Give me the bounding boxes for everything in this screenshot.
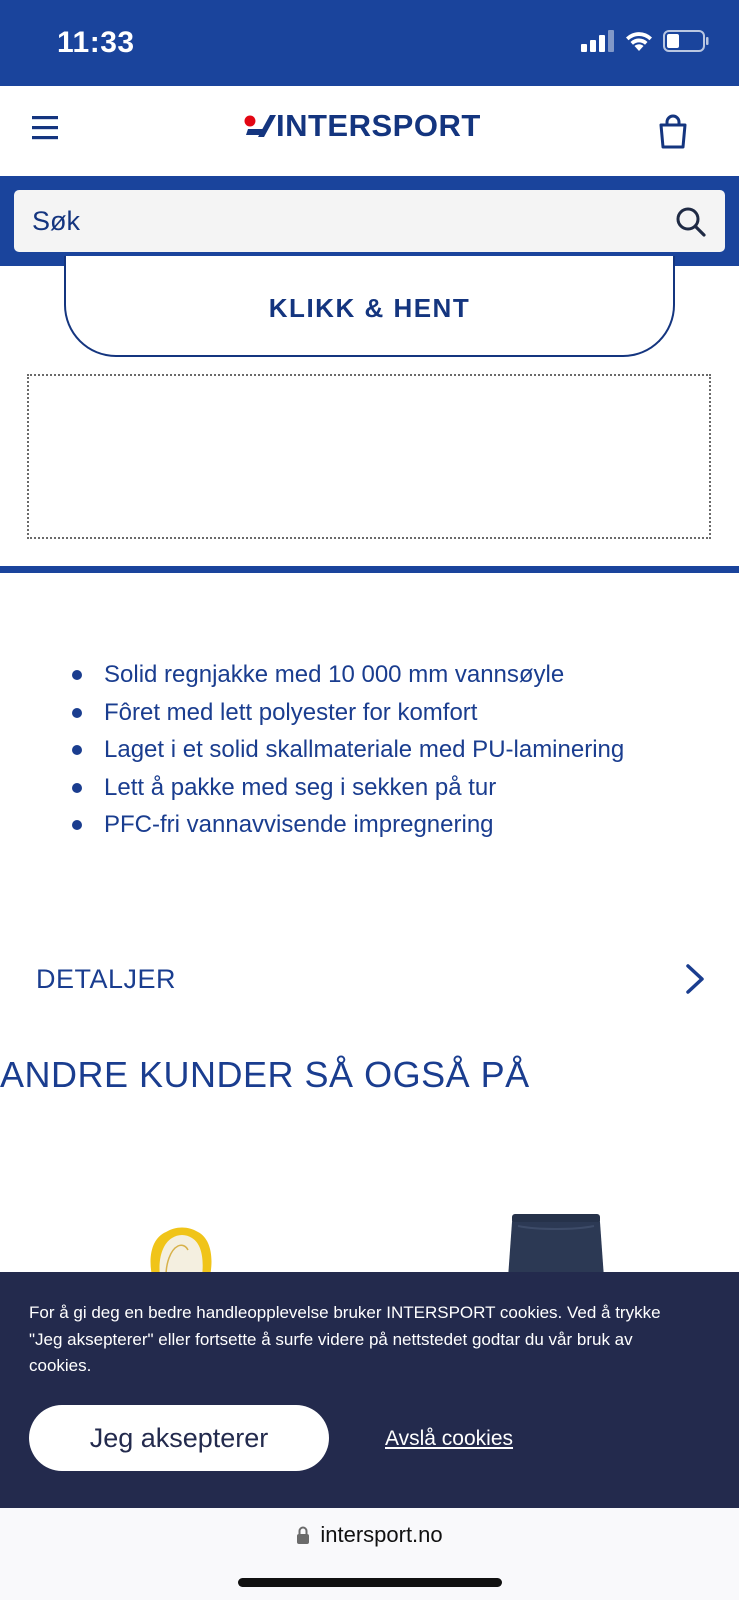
accept-cookies-button[interactable]: Jeg aksepterer	[29, 1405, 329, 1471]
search-band	[0, 176, 739, 266]
feature-item: Lett å pakke med seg i sekken på tur	[72, 769, 624, 807]
intersport-logo[interactable]	[244, 108, 481, 144]
search-box	[14, 190, 725, 252]
home-indicator	[238, 1578, 502, 1587]
browser-address-bar	[0, 1508, 739, 1600]
shopping-bag-icon[interactable]	[657, 114, 689, 150]
wifi-icon	[625, 30, 653, 52]
details-label: DETALJER	[36, 963, 177, 994]
chevron-right-icon	[684, 963, 706, 995]
lock-icon	[296, 1526, 310, 1544]
recommendations-title: ANDRE KUNDER SÅ OGSÅ PÅ	[0, 1054, 530, 1095]
logo-mark-icon	[244, 113, 276, 139]
feature-item: Fôret med lett polyester for komfort	[72, 694, 624, 732]
click-and-collect-button[interactable]: KLIKK & HENT	[64, 256, 675, 357]
feature-item: PFC-fri vannavvisende impregnering	[72, 806, 624, 844]
decline-cookies-link[interactable]: Avslå cookies	[385, 1427, 514, 1450]
product-feature-list	[72, 656, 624, 844]
search-input[interactable]	[32, 190, 652, 252]
signal-icon	[581, 30, 615, 52]
status-time: 11:33	[57, 26, 135, 59]
logo-text: INTERSPORT	[276, 108, 481, 143]
status-icons	[581, 30, 709, 52]
url-text: intersport.no	[320, 1522, 443, 1547]
site-header	[0, 86, 739, 176]
feature-item: Solid regnjakke med 10 000 mm vannsøyle	[72, 656, 624, 694]
rain-pants-product-image[interactable]	[508, 1214, 604, 1278]
cookie-consent-banner	[0, 1272, 739, 1508]
cookie-consent-text: For å gi deg en bedre handleopplevelse bruker INTERSPORT cookies. Ved å trykke "Jeg aksepterer" eller fortsette å surfe videre på nettstedet godtar du vår bruk av cookies.	[29, 1303, 661, 1375]
url-display[interactable]	[0, 1522, 739, 1548]
details-accordion[interactable]	[36, 952, 706, 1006]
hamburger-menu-icon[interactable]	[30, 112, 62, 144]
section-divider	[0, 566, 739, 573]
rain-jacket-product-image[interactable]	[146, 1226, 216, 1276]
feature-item: Laget i et solid skallmateriale med PU-laminering	[72, 731, 624, 769]
status-bar	[0, 0, 739, 86]
battery-icon	[663, 30, 709, 52]
search-icon[interactable]	[675, 206, 707, 238]
empty-content-placeholder	[27, 374, 711, 539]
